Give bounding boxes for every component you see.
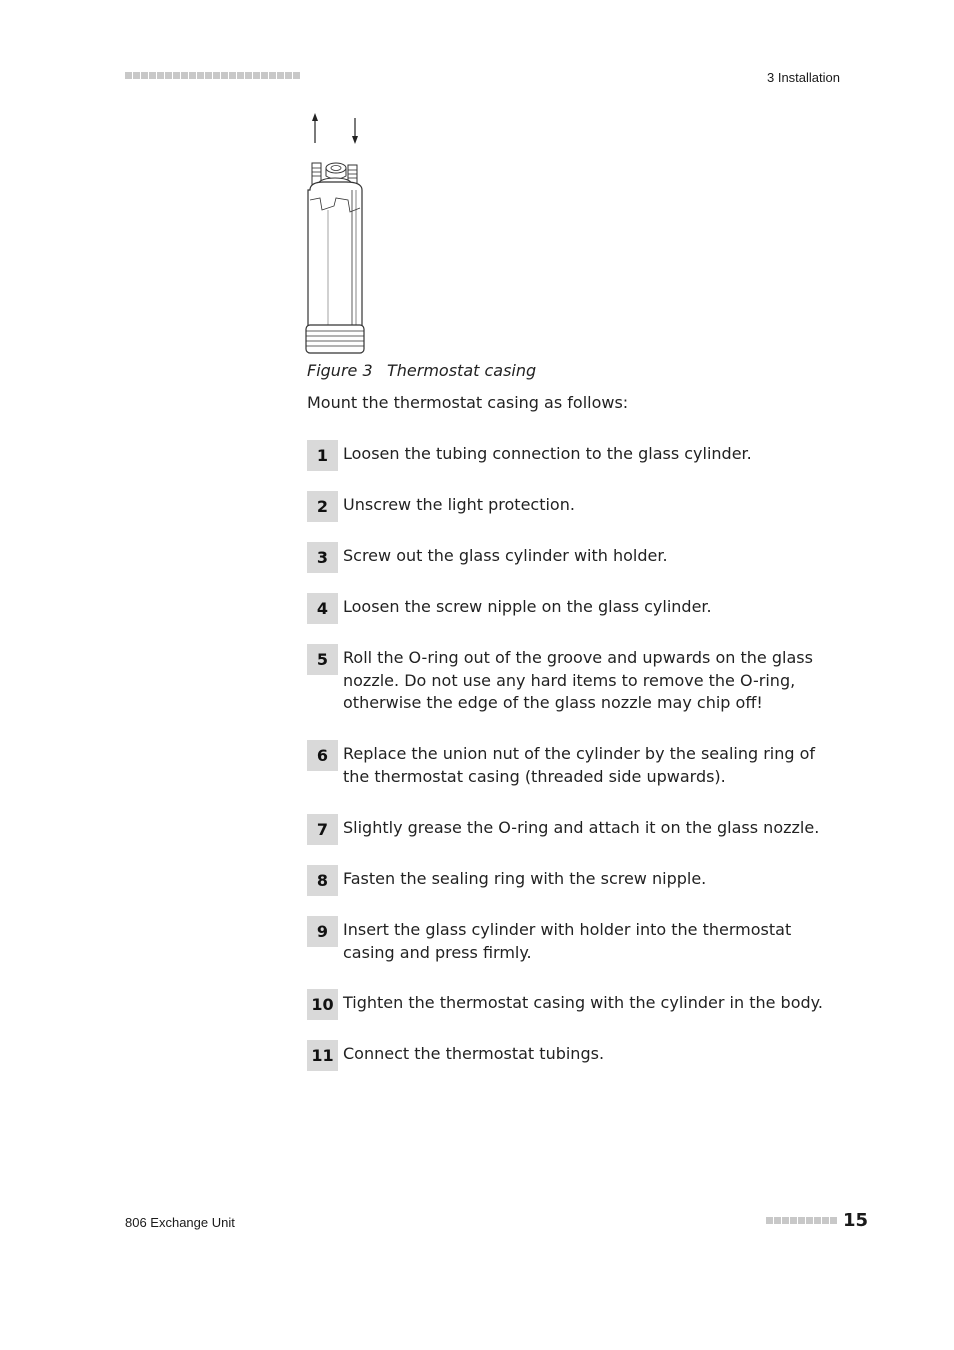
- figure-title: Thermostat casing: [387, 361, 537, 380]
- step-text: Screw out the glass cylinder with holder.: [343, 546, 668, 565]
- section-title: 3 Installation: [767, 70, 840, 85]
- step-text: Slightly grease the O-ring and attach it on the glass nozzle.: [343, 818, 820, 837]
- step-text: Connect the thermostat tubings.: [343, 1044, 605, 1063]
- step-item: [307, 989, 842, 1020]
- figure-caption: [307, 361, 536, 380]
- thermostat-casing-illustration: [300, 110, 380, 360]
- step-text: Unscrew the light protection.: [343, 495, 575, 514]
- step-number: 3: [307, 542, 338, 573]
- step-text: Replace the union nut of the cylinder by the sealing ring of the thermostat casing (threaded side upwards).: [343, 744, 816, 786]
- product-name: 806 Exchange Unit: [125, 1215, 235, 1230]
- figure-number: Figure 3: [307, 361, 373, 380]
- step-text: Roll the O-ring out of the groove and upwards on the glass nozzle. Do not use any hard items to remove the O-ring, otherwise the edge of the glass nozzle may chip off!: [343, 648, 813, 712]
- step-number: 10: [307, 989, 338, 1020]
- step-item: [307, 740, 842, 788]
- step-item: [307, 916, 842, 964]
- step-item: [307, 814, 842, 845]
- step-item: [307, 440, 842, 471]
- step-number: 5: [307, 644, 338, 675]
- page-footer: [766, 1210, 868, 1231]
- header-decoration: [125, 72, 300, 79]
- step-number: 8: [307, 865, 338, 896]
- step-item: [307, 1040, 842, 1071]
- step-item: [307, 542, 842, 573]
- step-number: 4: [307, 593, 338, 624]
- step-number: 1: [307, 440, 338, 471]
- intro-text: Mount the thermostat casing as follows:: [307, 393, 629, 412]
- step-text: Tighten the thermostat casing with the cylinder in the body.: [343, 993, 823, 1012]
- step-item: [307, 644, 842, 715]
- step-number: 9: [307, 916, 338, 947]
- step-item: [307, 491, 842, 522]
- step-text: Loosen the tubing connection to the glass cylinder.: [343, 444, 752, 463]
- step-item: [307, 593, 842, 624]
- step-text: Loosen the screw nipple on the glass cylinder.: [343, 597, 712, 616]
- step-number: 7: [307, 814, 338, 845]
- step-item: [307, 865, 842, 896]
- step-number: 6: [307, 740, 338, 771]
- footer-decoration: [766, 1217, 837, 1224]
- step-number: 2: [307, 491, 338, 522]
- step-text: Insert the glass cylinder with holder into the thermostat casing and press firmly.: [343, 920, 792, 962]
- step-number: 11: [307, 1040, 338, 1071]
- step-text: Fasten the sealing ring with the screw nipple.: [343, 869, 707, 888]
- page-number: 15: [842, 1210, 868, 1231]
